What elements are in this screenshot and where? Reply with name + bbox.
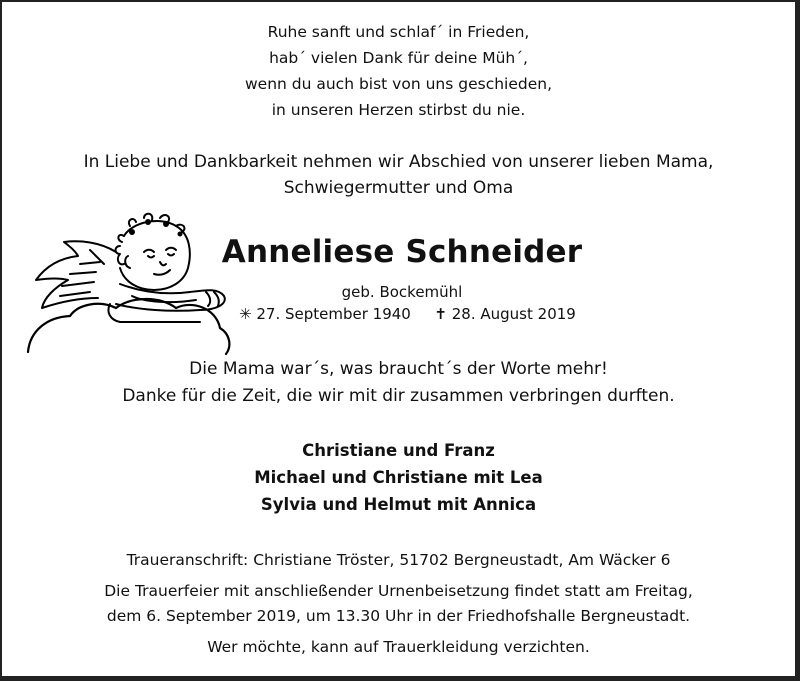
birth-date: 27. September 1940 — [256, 305, 411, 323]
intro-line-2: Schwiegermutter und Oma — [283, 178, 514, 198]
family-line-3: Sylvia und Helmut mit Annica — [260, 495, 537, 514]
poem-line-3: wenn du auch bist von uns geschieden, — [244, 75, 553, 93]
dress-code-note: Wer möchte, kann auf Trauerkleidung verzichten. — [207, 638, 590, 656]
death-cross-icon: ✝ — [434, 305, 447, 323]
life-dates — [239, 305, 576, 323]
poem-line-4: in unseren Herzen stirbst du nie. — [271, 101, 526, 119]
death-date: 28. August 2019 — [451, 305, 576, 323]
ceremony-line-2: dem 6. September 2019, um 13.30 Uhr in der Friedhofshalle Bergneustadt. — [106, 607, 691, 625]
intro-line-1: In Liebe und Dankbarkeit nehmen wir Abschied von unserer lieben Mama, — [83, 152, 714, 172]
family-line-1: Christiane und Franz — [302, 441, 495, 460]
poem-line-2: hab´ vielen Dank für deine Müh´, — [269, 49, 528, 67]
deceased-name: Anneliese Schneider — [221, 234, 583, 270]
birth-name: geb. Bockemühl — [341, 283, 463, 301]
family-line-2: Michael und Christiane mit Lea — [254, 468, 543, 487]
quote-line-1: Die Mama war´s, was braucht´s der Worte mehr! — [189, 359, 608, 379]
quote-line-2: Danke für die Zeit, die wir mit dir zusammen verbringen durften. — [122, 386, 675, 406]
ceremony-line-1: Die Trauerfeier mit anschließender Urnenbeisetzung findet statt am Freitag, — [104, 582, 693, 600]
poem-line-1: Ruhe sanft und schlaf´ in Frieden, — [267, 23, 530, 41]
mourning-address: Traueranschrift: Christiane Tröster, 51702 Bergneustadt, Am Wäcker 6 — [126, 551, 671, 569]
birth-star-icon: ✳ — [239, 305, 252, 323]
